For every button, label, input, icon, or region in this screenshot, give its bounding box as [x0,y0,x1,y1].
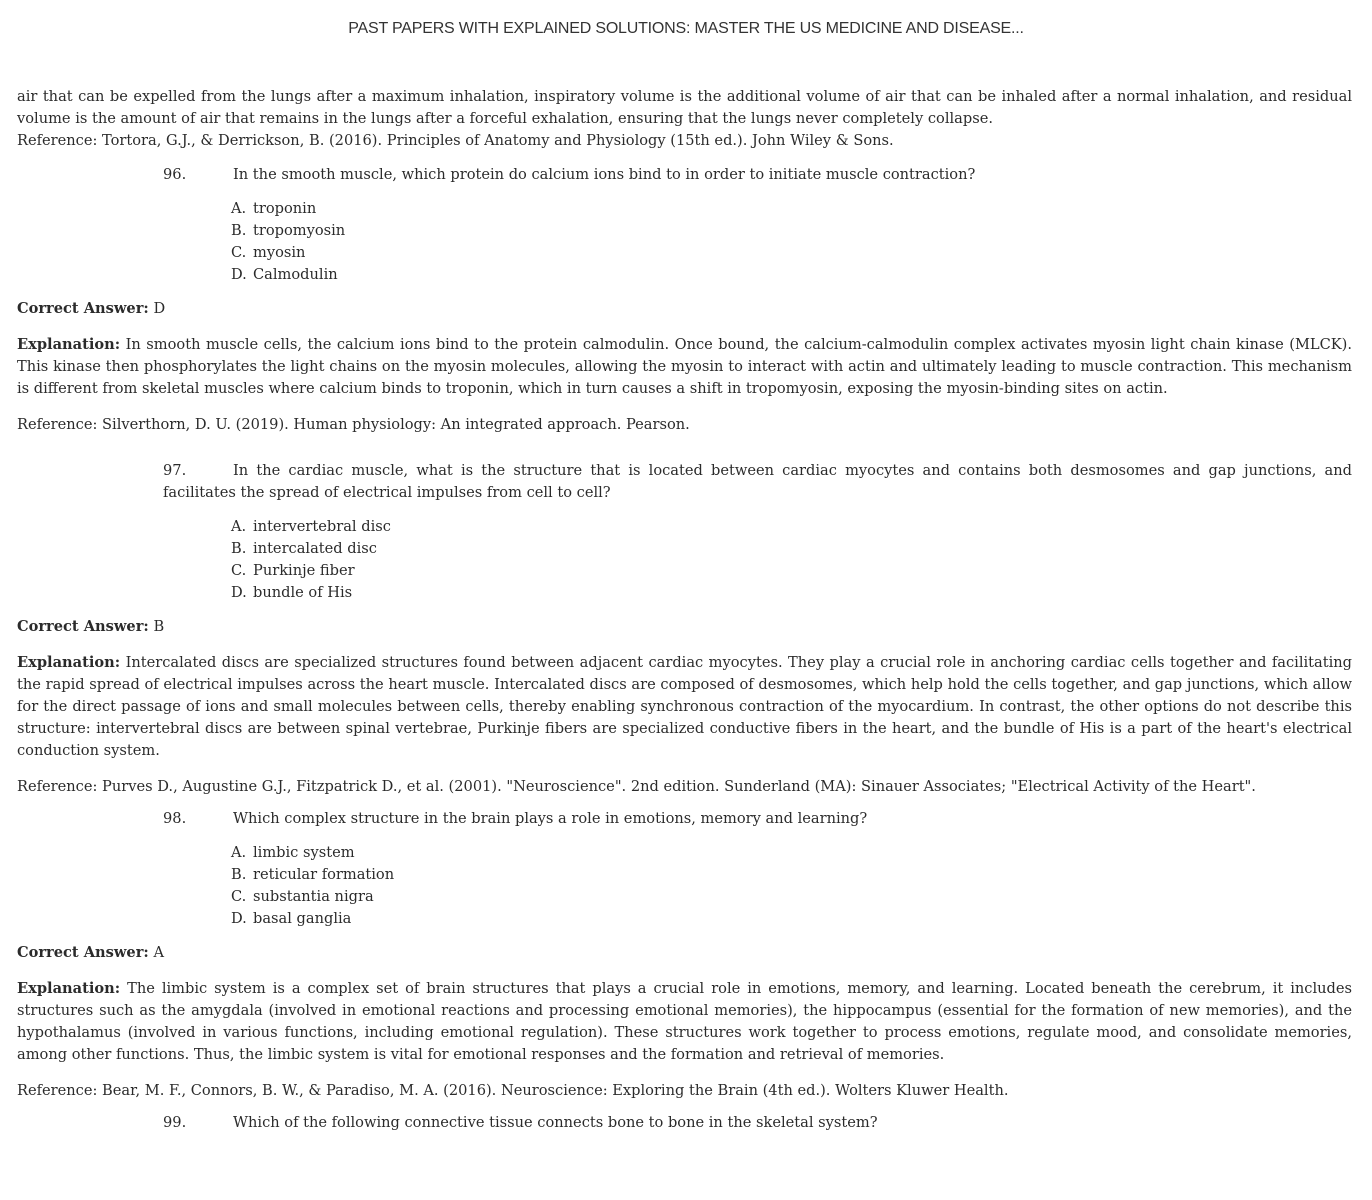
question-96 [17,164,1352,186]
option-a: A. troponin [231,200,317,217]
reference-97: Reference: Purves D., Augustine G.J., Fitzpatrick D., et al. (2001). "Neuroscience". 2nd edition. Sunderland (MA): Sinauer Associates; "Electrical Activity of the Heart". [17,778,1256,795]
options-list-98 [17,842,1352,930]
intro-paragraph: air that can be expelled from the lungs after a maximum inhalation, inspiratory volume is the additional volume of air that can be inhaled after a normal inhalation, and residual volume is the amount of air that remains in the lungs after a forceful exhalation, ensuring that the lungs never completely collapse. [17,88,1352,127]
question-text: Which complex structure in the brain plays a role in emotions, memory and learning? [233,810,868,827]
correct-answer-97: Correct Answer: B [17,618,165,635]
option-b: B. intercalated disc [231,540,377,557]
question-97 [17,460,1352,504]
option-a: A. limbic system [231,844,355,861]
options-list-96 [17,198,1352,286]
correct-answer-96: Correct Answer: D [17,300,166,317]
reference-96: Reference: Silverthorn, D. U. (2019). Human physiology: An integrated approach. Pearson. [17,416,690,433]
question-text: In the cardiac muscle, what is the structure that is located between cardiac myocytes and contains both desmosomes and gap junctions, and facilitates the spread of electrical impulses from cell to cell? [163,462,1352,501]
option-d: D. Calmodulin [231,266,338,283]
explanation-97: Explanation: Intercalated discs are specialized structures found between adjacent cardiac myocytes. They play a crucial role in anchoring cardiac cells together and facilitating the rapid spread of electrical impulses across the heart muscle. Intercalated discs are composed of desmosomes, which help hold the cells together, and gap junctions, which allow for the direct passage of ions and small molecules between cells, thereby enabling synchronous contraction of the myocardium. In contrast, the other options do not describe this structure: intervertebral discs are between spinal vertebrae, Purkinje fibers are specialized conductive fibers in the heart, and the bundle of His is a part of the heart's electrical conduction system. [17,654,1352,759]
page-header-title: PAST PAPERS WITH EXPLAINED SOLUTIONS: MASTER THE US MEDICINE AND DISEASE... [348,20,1024,37]
document-body [17,86,1352,1134]
question-text: In the smooth muscle, which protein do calcium ions bind to in order to initiate muscle contraction? [233,166,976,183]
explanation-96: Explanation: In smooth muscle cells, the calcium ions bind to the protein calmodulin. Once bound, the calcium-calmodulin complex activates myosin light chain kinase (MLCK). This kinase then phosphorylates the light chains on the myosin molecules, allowing the myosin to interact with actin and ultimately leading to muscle contraction. This mechanism is different from skeletal muscles where calcium binds to troponin, which in turn causes a shift in tropomyosin, exposing the myosin-binding sites on actin. [17,336,1352,397]
options-list-97 [17,516,1352,604]
option-c: C. Purkinje fiber [231,562,355,579]
option-d: D. bundle of His [231,584,353,601]
question-text: Which of the following connective tissue connects bone to bone in the skeletal system? [233,1114,878,1131]
option-b: B. tropomyosin [231,222,346,239]
question-99 [17,1112,1352,1134]
option-d: D. basal ganglia [231,910,352,927]
correct-answer-98: Correct Answer: A [17,944,164,961]
option-c: C. substantia nigra [231,888,374,905]
intro-reference: Reference: Tortora, G.J., & Derrickson, B. (2016). Principles of Anatomy and Physiology (15th ed.). John Wiley & Sons. [17,132,894,149]
question-number: 96. [163,166,187,183]
question-number: 98. [163,810,187,827]
option-b: B. reticular formation [231,866,395,883]
option-a: A. intervertebral disc [231,518,391,535]
explanation-98: Explanation: The limbic system is a complex set of brain structures that plays a crucial role in emotions, memory, and learning. Located beneath the cerebrum, it includes structures such as the amygdala (involved in emotional reactions and processing emotional memories), the hippocampus (essential for the formation of new memories), and the hypothalamus (involved in various functions, including emotional regulation). These structures work together to process emotions, regulate mood, and consolidate memories, among other functions. Thus, the limbic system is vital for emotional responses and the formation and retrieval of memories. [17,980,1352,1063]
reference-98: Reference: Bear, M. F., Connors, B. W., & Paradiso, M. A. (2016). Neuroscience: Exploring the Brain (4th ed.). Wolters Kluwer Health. [17,1082,1009,1099]
question-number: 97. [163,462,187,479]
option-c: C. myosin [231,244,306,261]
question-98 [17,808,1352,830]
question-number: 99. [163,1114,187,1131]
